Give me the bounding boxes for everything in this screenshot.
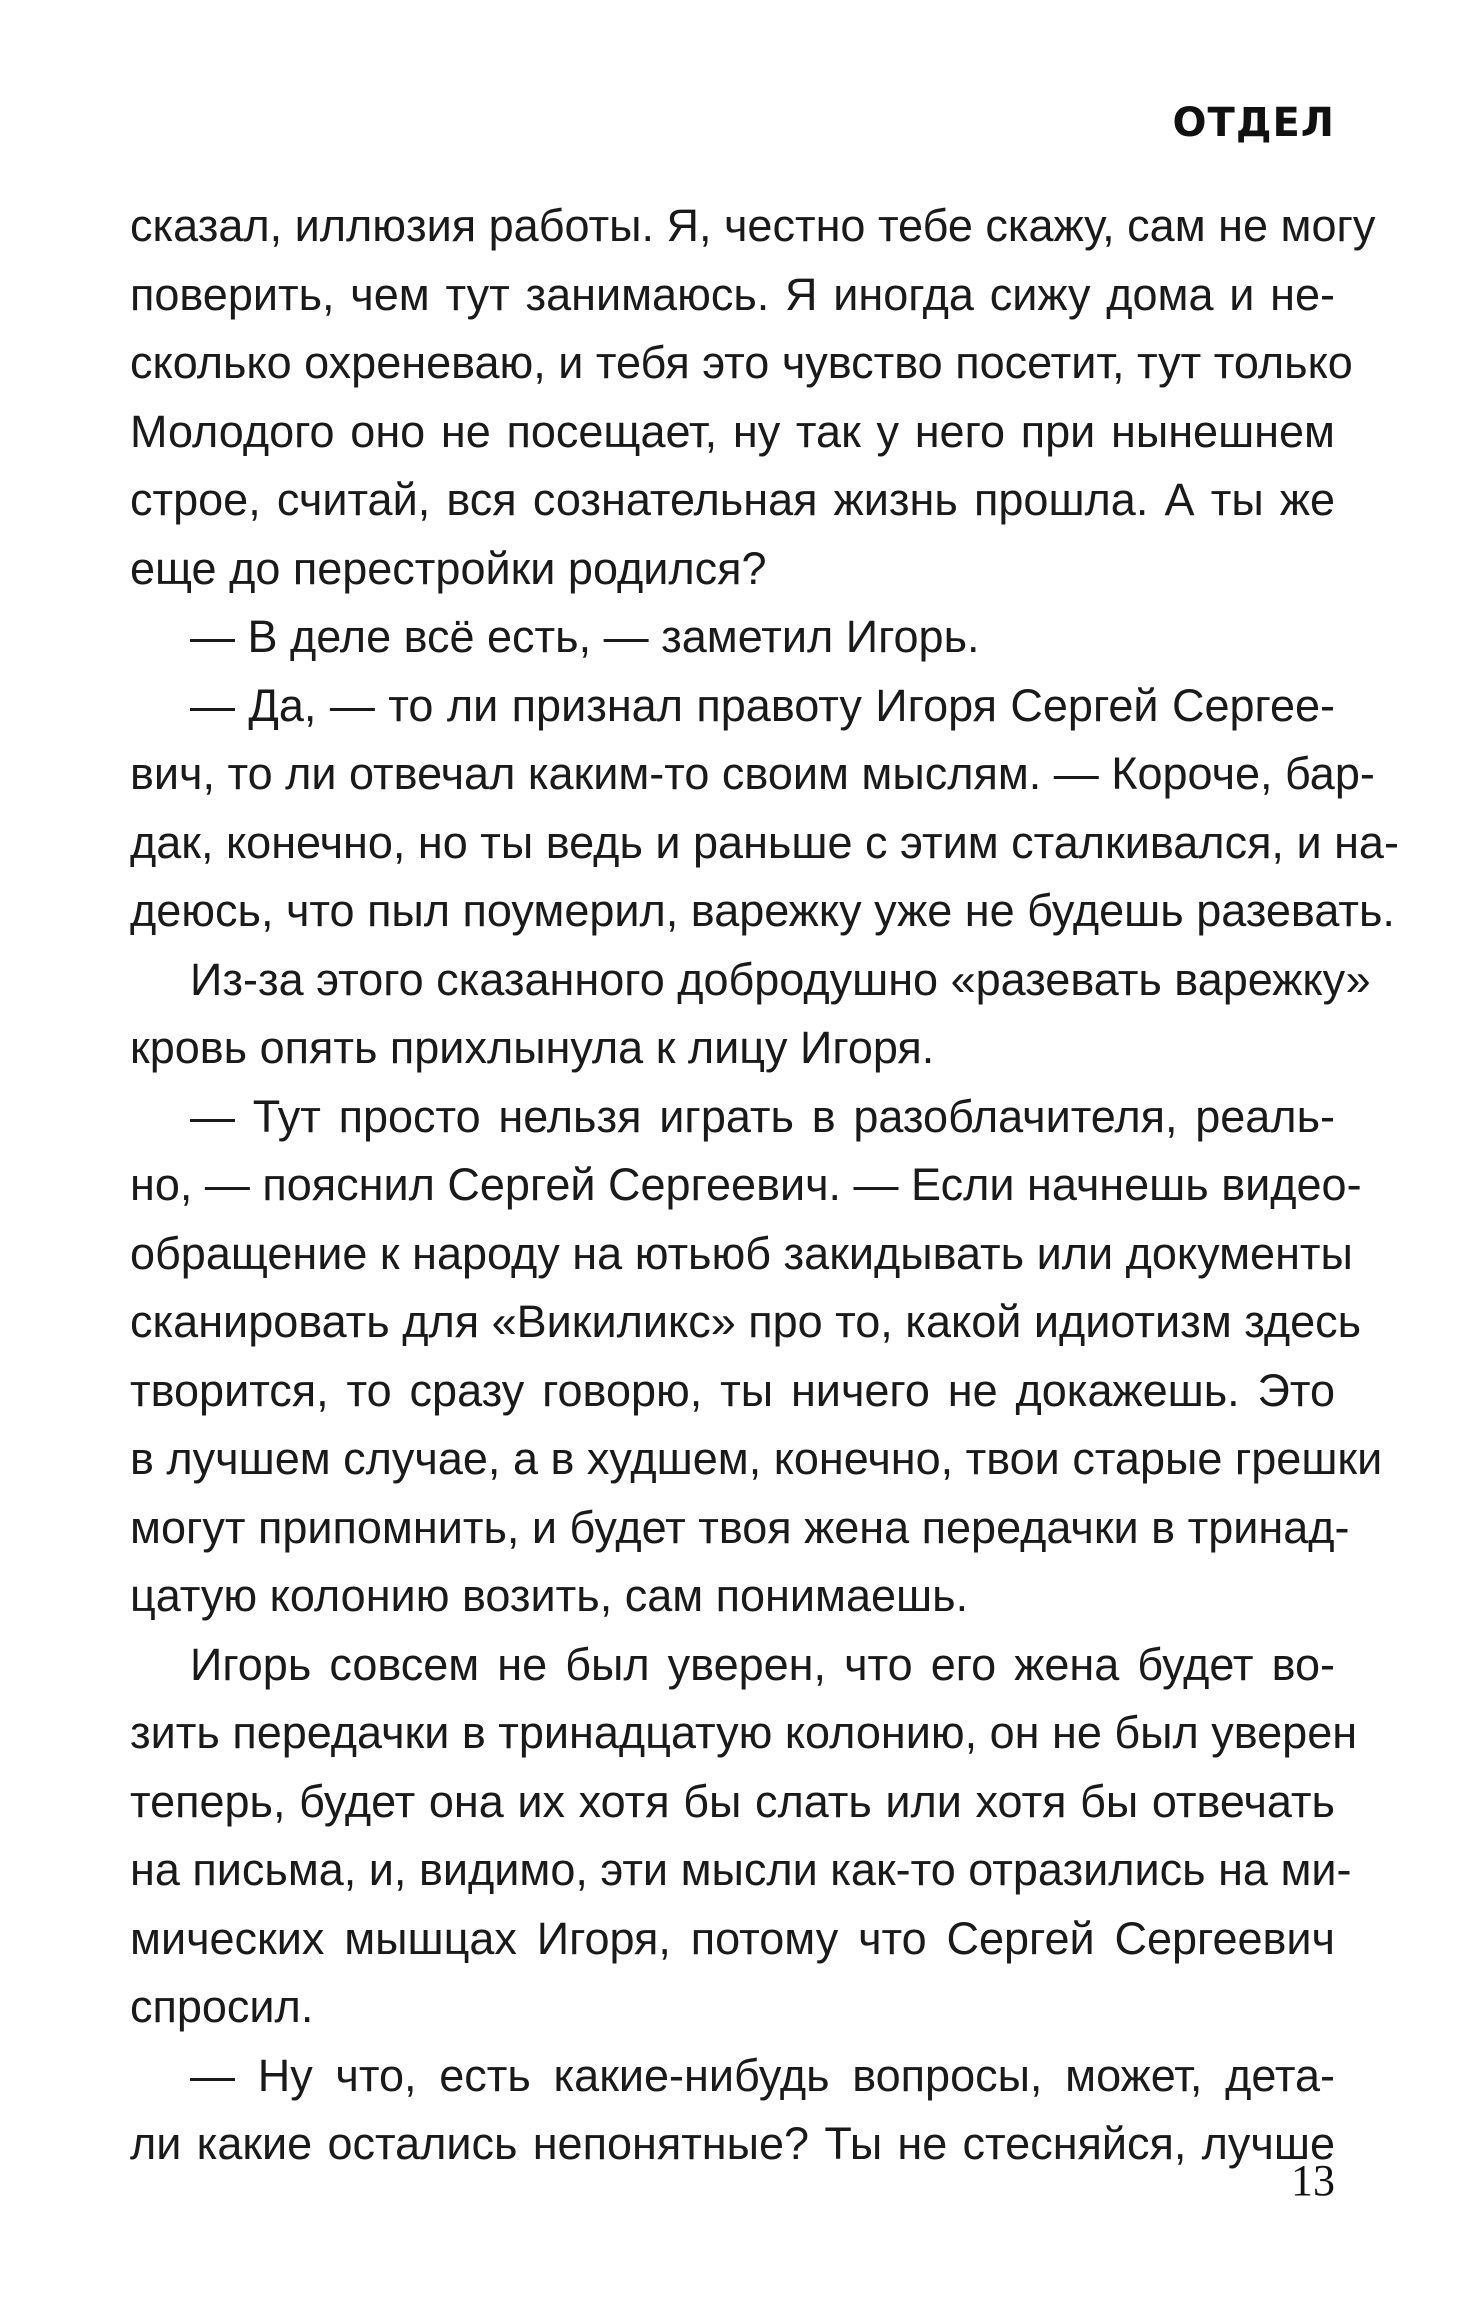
- body-text: [130, 192, 1399, 2179]
- text-line: но, — пояснил Сергей Сергеевич. — Если начнешь видео-: [130, 1159, 1362, 1210]
- text-line: сколько охреневаю, и тебя это чувство посетит, тут только: [130, 337, 1353, 388]
- text-line: сканировать для «Викиликс» про то, какой идиотизм здесь: [130, 1296, 1362, 1347]
- text-line: на письма, и, видимо, эти мысли как-то отразились на ми-: [130, 1844, 1352, 1895]
- text-line: мических мышцах Игоря, потому что Сергей Сергеевич: [130, 1912, 1335, 1964]
- text-line: сказал, иллюзия работы. Я, честно тебе скажу, сам не могу: [130, 200, 1376, 251]
- text-line: вич, то ли отвечал каким-то своим мыслям. — Короче, бар-: [130, 748, 1375, 799]
- text-line: — Тут просто нельзя играть в разоблачителя, реаль-: [190, 1090, 1335, 1142]
- text-line: обращение к народу на ютьюб закидывать или документы: [130, 1227, 1353, 1279]
- text-line: дак, конечно, но ты ведь и раньше с этим сталкивался, и на-: [130, 816, 1399, 868]
- text-line: ли какие остались непонятные? Ты не стесняйся, лучше: [130, 2118, 1335, 2169]
- text-line: еще до перестройки родился?: [130, 542, 767, 594]
- page-number: 13: [1291, 2156, 1335, 2205]
- text-line: могут припомнить, и будет твоя жена передачки в тринад-: [130, 1501, 1350, 1553]
- text-line: цатую колонию возить, сам понимаешь.: [130, 1570, 969, 1621]
- text-line: строе, считай, вся сознательная жизнь прошла. А ты же: [130, 474, 1335, 525]
- text-line: в лучшем случае, а в худшем, конечно, твои старые грешки: [130, 1433, 1383, 1484]
- text-line: теперь, будет она их хотя бы слать или хотя бы отвечать: [130, 1775, 1335, 1827]
- text-line: спросил.: [130, 1981, 314, 2032]
- text-line: деюсь, что пыл поумерил, варежку уже не будешь разевать.: [130, 885, 1395, 936]
- text-line: Молодого оно не посещает, ну так у него при нынешнем: [130, 405, 1335, 457]
- text-line: Игорь совсем не был уверен, что его жена будет во-: [190, 1638, 1335, 1690]
- text-line: поверить, чем тут занимаюсь. Я иногда сижу дома и не-: [130, 268, 1335, 320]
- text-line: — В деле всё есть, — заметил Игорь.: [190, 611, 980, 662]
- text-line: — Ну что, есть какие-нибудь вопросы, может, дета-: [190, 2049, 1335, 2101]
- text-line: — Да, — то ли признал правоту Игоря Сергей Сергее-: [190, 679, 1335, 731]
- text-line: Из-за этого сказанного добродушно «разевать варежку»: [190, 953, 1371, 1005]
- text-line: творится, то сразу говорю, ты ничего не докажешь. Это: [130, 1364, 1335, 1416]
- running-head: ОТДЕЛ: [1172, 100, 1335, 146]
- text-line: зить передачки в тринадцатую колонию, он не был уверен: [130, 1707, 1358, 1758]
- text-line: кровь опять прихлынула к лицу Игоря.: [130, 1022, 935, 1073]
